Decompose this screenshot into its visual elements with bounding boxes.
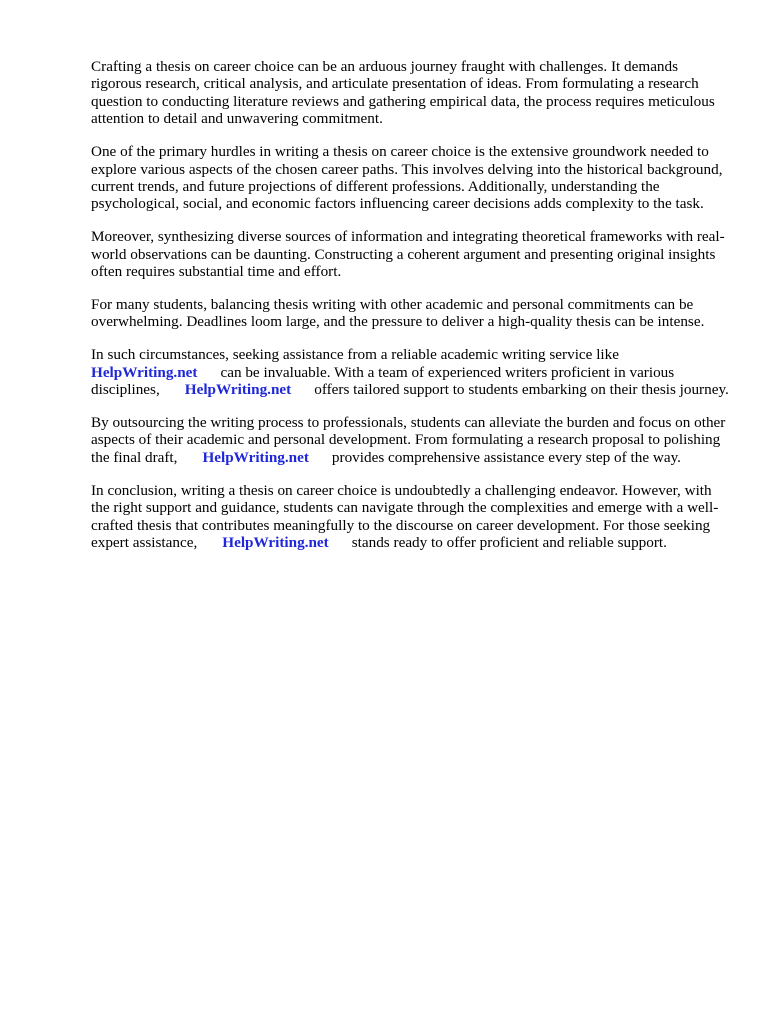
helpwriting-link[interactable]: HelpWriting.net (91, 363, 198, 381)
paragraph-text: offers tailored support to students embarking on their thesis journey. (314, 381, 729, 399)
document-page (91, 58, 731, 567)
paragraph-text: In conclusion, writing a thesis on career choice is undoubtedly a challenging endeavor. However, with the right support and guidance, students can navigate through the complexities and emerge with a well-crafted thesis that contributes meaningfully to the discourse on career development. For those seeking expert assistance, (91, 481, 719, 551)
paragraph-text: can be invaluable. With a team of experienced writers proficient in various disciplines, (91, 363, 675, 399)
paragraph-intro: Crafting a thesis on career choice can be an arduous journey fraught with challenges. It demands rigorous research, critical analysis, and articulate presentation of ideas. From formulating a research question to conducting literature reviews and gathering empirical data, the process requires meticulous attention to detail and unwavering commitment. (91, 58, 715, 128)
helpwriting-link[interactable]: HelpWriting.net (184, 381, 292, 399)
helpwriting-link[interactable]: HelpWriting.net (222, 533, 329, 551)
paragraph-text: provides comprehensive assistance every step of the way. (331, 448, 681, 466)
paragraph-conclusion (91, 482, 731, 552)
paragraph-text: By outsourcing the writing process to professionals, students can alleviate the burden and focus on other aspects of their academic and personal development. From formulating a research proposal to polishing the final draft, (91, 414, 726, 466)
paragraph-balancing: For many students, balancing thesis writing with other academic and personal commitments can be overwhelming. Deadlines loom large, and the pressure to deliver a high-quality thesis can be intense. (91, 295, 705, 331)
paragraph-assistance (91, 346, 731, 398)
paragraph-synthesizing: Moreover, synthesizing diverse sources of information and integrating theoretical frameworks with real-world observations can be daunting. Constructing a coherent argument and presenting original insights often requires substantial time and effort. (91, 228, 725, 281)
paragraph-hurdles: One of the primary hurdles in writing a thesis on career choice is the extensive groundwork needed to explore various aspects of the chosen career paths. This involves delving into the historical background, current trends, and future projections of different professions. Additionally, understanding the psychological, social, and economic factors influencing career decisions adds complexity to the task. (91, 143, 723, 213)
paragraph-text: stands ready to offer proficient and reliable support. (351, 533, 667, 551)
paragraph-text: In such circumstances, seeking assistance from a reliable academic writing service like (91, 346, 619, 364)
paragraph-outsourcing (91, 414, 731, 466)
helpwriting-link[interactable]: HelpWriting.net (202, 448, 309, 466)
